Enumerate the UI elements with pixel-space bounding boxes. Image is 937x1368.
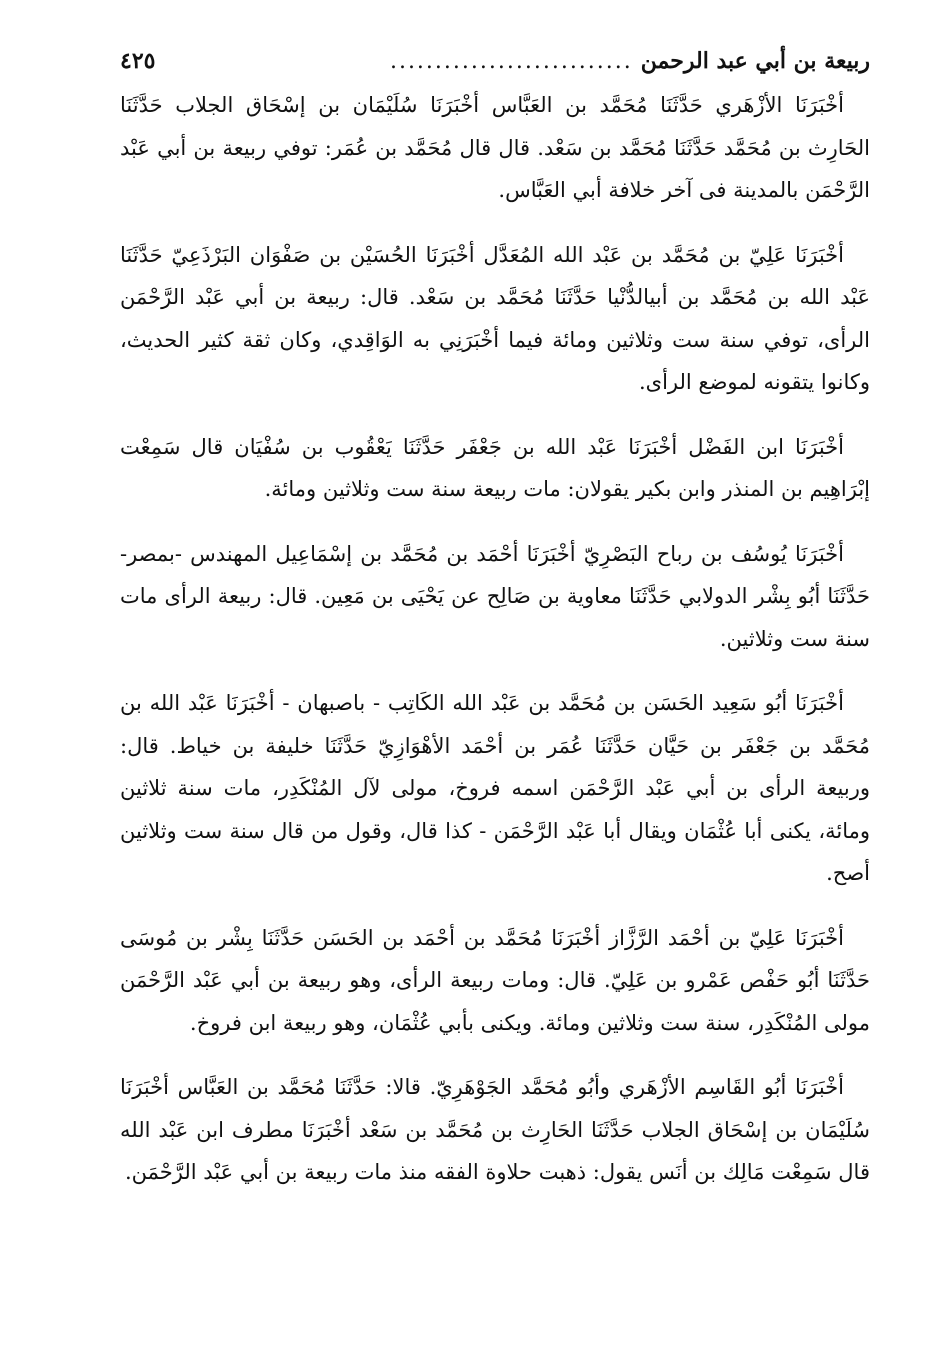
header-title: ربيعة بن أبي عبد الرحمن — [640, 48, 870, 74]
book-page — [120, 40, 870, 1216]
page-number: ٤٢٥ — [120, 48, 156, 74]
paragraph: أخْبَرَنَا يُوسُف بن رباح البَصْرِيّ أخْبَرَنَا أحْمَد بن مُحَمَّد بن إسْمَاعِيل المهندس -بمصر- حَدَّثَنَا أبُو بِشْر الدولابي حَدَّثَنَا معاوية بن صَالِح عن يَحْيَى بن مَعِين. قال: ربيعة الرأى مات سنة ست وثلاثين. — [120, 541, 870, 651]
paragraph: أخْبَرَنَا الأزْهَري حَدَّثَنَا مُحَمَّد بن العَبَّاس أخْبَرَنَا سُلَيْمَان بن إسْحَاق الجلاب حَدَّثَنَا الحَارِث بن مُحَمَّد حَدَّثَنَا مُحَمَّد بن سَعْد. قال قال مُحَمَّد بن عُمَر: توفي ربيعة بن أبي عَبْد الرَّحْمَن بالمدينة فى آخر خلافة أبي العَبَّاس. — [120, 93, 870, 202]
paragraph: أخْبَرَنَا أبُو سَعِيد الحَسَن بن مُحَمَّد بن عَبْد الله الكَاتِب - باصبهان - أخْبَرَنَا عَبْد الله بن مُحَمَّد بن جَعْفَر بن حَيَّان حَدَّثَنَا عُمَر بن أحْمَد الأهْوَازِيّ حَدَّثَنَا خليفة بن خياط. قال: وربيعة الرأى بن أبي عَبْد الرَّحْمَن اسمه فروخ، مولى لآل المُنْكَدِر، مات سنة ثلاثين ومائة، يكنى أبا عُثْمَان ويقال أبا عَبْد الرَّحْمَن - كذا قال، وقول من قال سنة ست وثلاثين أصح. — [120, 691, 870, 885]
running-header — [120, 40, 870, 82]
paragraph: أخْبَرَنَا عَلِيّ بن مُحَمَّد بن عَبْد الله المُعَدَّل أخْبَرَنَا الحُسَيْن بن صَفْوَان البَرْذَعِيّ حَدَّثَنَا عَبْد الله بن مُحَمَّد بن أبيالدُّنْيا حَدَّثَنَا مُحَمَّد بن سَعْد. قال: ربيعة بن أبي عَبْد الرَّحْمَن الرأى، توفي سنة ست وثلاثين ومائة فيما أخْبَرَنِي به الوَاقِدي، وكان ثقة كثير الحديث، وكانوا يتقونه لموضع الرأى. — [120, 242, 870, 394]
paragraph: أخْبَرَنَا ابن الفَضْل أخْبَرَنَا عَبْد الله بن جَعْفَر حَدَّثَنَا يَعْقُوب بن سُفْيَان قال سَمِعْت إبْرَاهِيم بن المنذر وابن بكير يقولان: مات ربيعة سنة ست وثلاثين ومائة. — [120, 434, 870, 501]
paragraph: أخْبَرَنَا عَلِيّ بن أحْمَد الرَّزَّاز أخْبَرَنَا مُحَمَّد بن أحْمَد بن الحَسَن حَدَّثَنَا بِشْر بن مُوسَى حَدَّثَنَا أبُو حَفْص عَمْرو بن عَلِيّ. قال: ومات ربيعة الرأى، وهو ربيعة بن أبي عَبْد الرَّحْمَن مولى المُنْكَدِر، سنة ست وثلاثين ومائة. ويكنى بأبي عُثْمَان، وهو ربيعة ابن فروخ. — [120, 925, 870, 1035]
paragraph: أخْبَرَنَا أبُو القَاسِم الأزْهَري وأبُو مُحَمَّد الجَوْهَرِيّ. قالا: حَدَّثَنَا مُحَمَّد بن العَبَّاس أخْبَرَنَا سُلَيْمَان بن إسْحَاق الجلاب حَدَّثَنَا الحَارِث بن مُحَمَّد بن سَعْد أخْبَرَنَا مطرف ابن عَبْد الله قال سَمِعْت مَالِك بن أنَس يقول: ذهبت حلاوة الفقه منذ مات ربيعة بن أبي عَبْد الرَّحْمَن. — [120, 1075, 870, 1184]
header-leader-dots: ........................... — [389, 49, 633, 74]
